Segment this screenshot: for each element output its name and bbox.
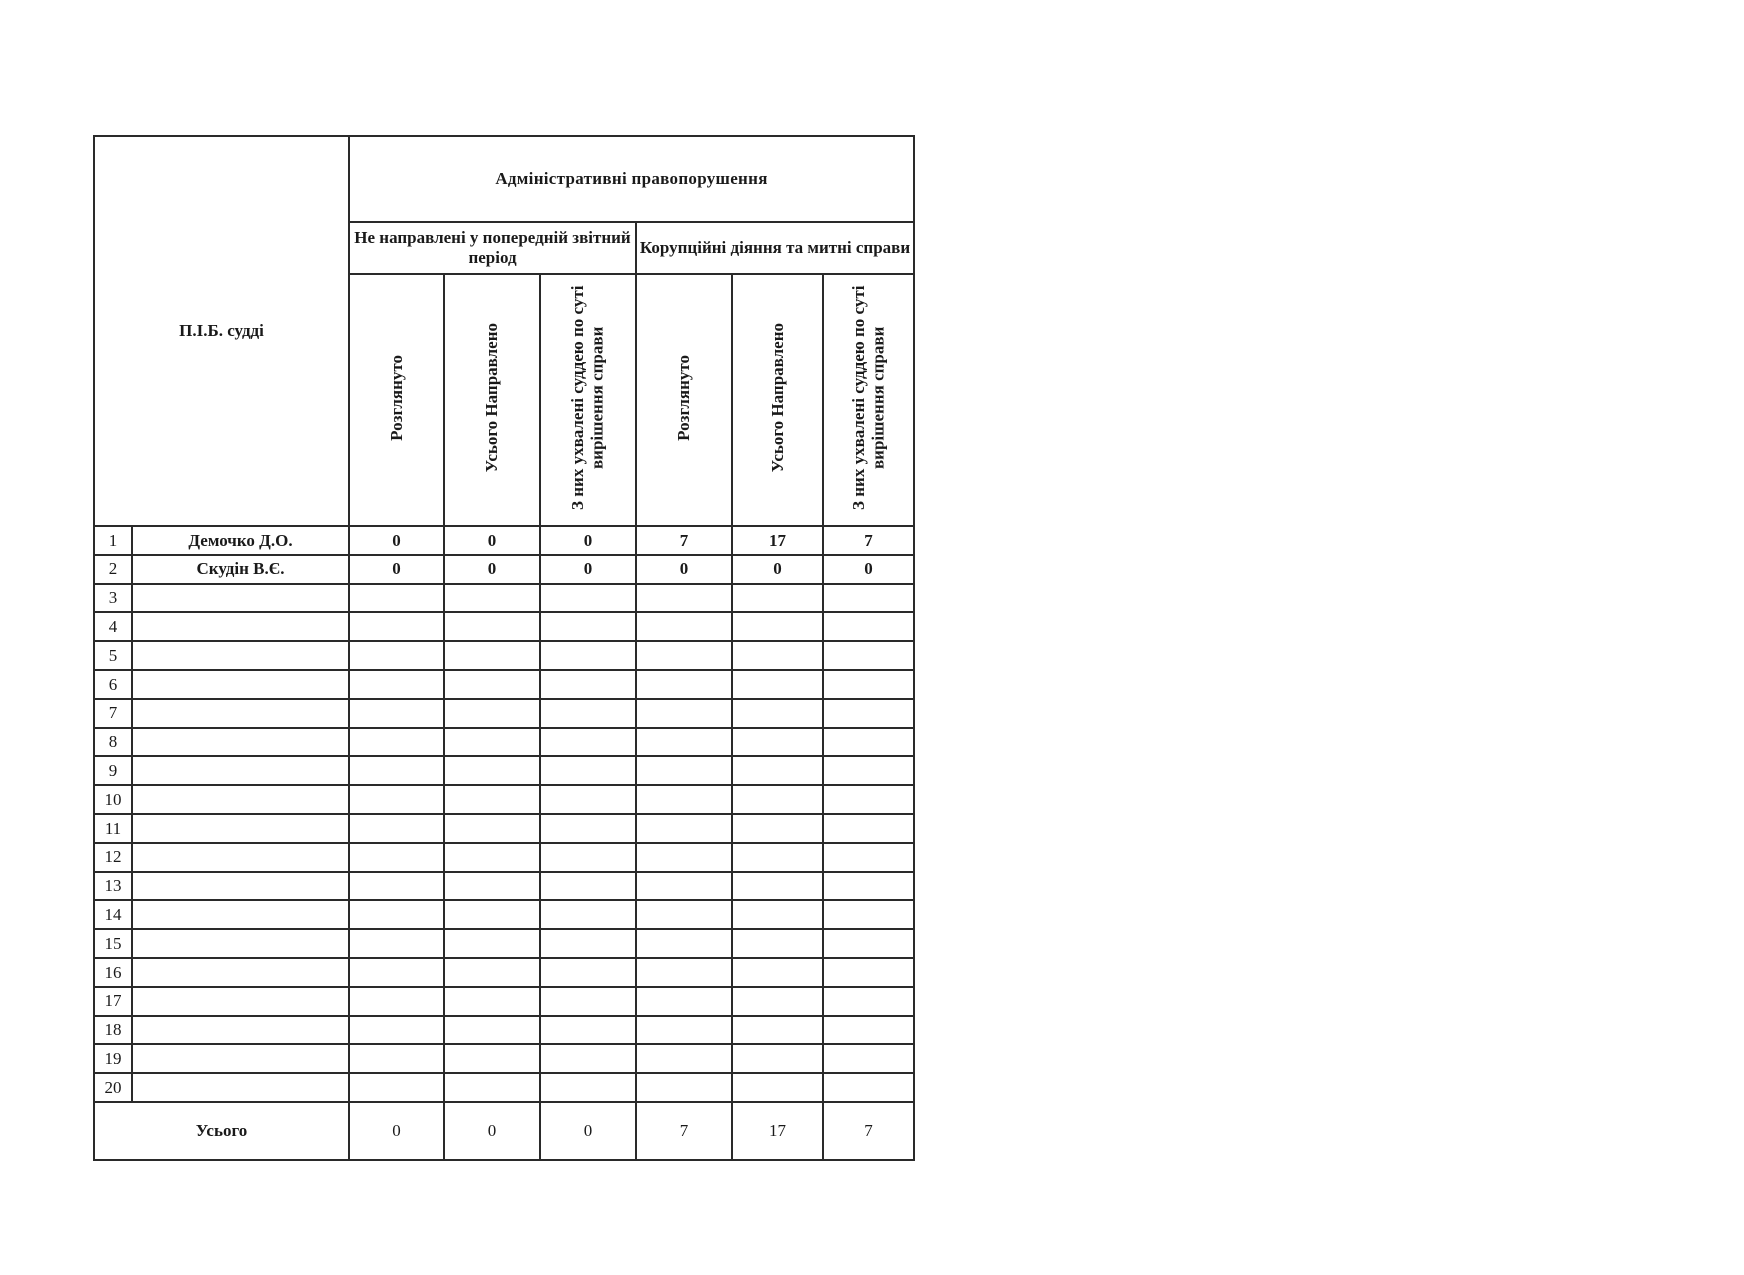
value-cell bbox=[823, 1044, 914, 1073]
value-cell bbox=[732, 699, 823, 728]
value-cell bbox=[823, 641, 914, 670]
row-number: 2 bbox=[94, 555, 132, 584]
value-cell bbox=[823, 958, 914, 987]
value-cell bbox=[636, 699, 732, 728]
value-cell bbox=[444, 612, 540, 641]
table-row bbox=[94, 987, 914, 1016]
column-header bbox=[636, 274, 732, 526]
judge-name-cell bbox=[132, 756, 349, 785]
row-number: 7 bbox=[94, 699, 132, 728]
value-cell bbox=[732, 670, 823, 699]
value-cell bbox=[732, 900, 823, 929]
value-cell bbox=[636, 1016, 732, 1045]
value-cell bbox=[444, 814, 540, 843]
judge-name-cell bbox=[132, 814, 349, 843]
column-header bbox=[444, 274, 540, 526]
table-row bbox=[94, 641, 914, 670]
value-cell: 17 bbox=[732, 526, 823, 555]
column-header bbox=[540, 274, 636, 526]
value-cell bbox=[349, 728, 444, 757]
header-row-top bbox=[94, 136, 914, 222]
column-header bbox=[823, 274, 914, 526]
value-cell bbox=[444, 1016, 540, 1045]
row-number: 14 bbox=[94, 900, 132, 929]
judge-name-cell bbox=[132, 584, 349, 613]
row-number: 3 bbox=[94, 584, 132, 613]
table-row bbox=[94, 555, 914, 584]
value-cell bbox=[636, 1044, 732, 1073]
value-cell bbox=[636, 612, 732, 641]
value-cell bbox=[732, 843, 823, 872]
value-cell bbox=[349, 612, 444, 641]
row-number: 19 bbox=[94, 1044, 132, 1073]
judge-name-cell bbox=[132, 958, 349, 987]
value-cell bbox=[540, 814, 636, 843]
table-row bbox=[94, 785, 914, 814]
value-cell bbox=[636, 958, 732, 987]
value-cell bbox=[444, 958, 540, 987]
value-cell: 0 bbox=[636, 555, 732, 584]
value-cell bbox=[823, 584, 914, 613]
value-cell bbox=[540, 612, 636, 641]
column-header-label: Усього Направлено bbox=[482, 323, 502, 473]
judge-name-cell bbox=[132, 900, 349, 929]
total-value-cell: 7 bbox=[823, 1102, 914, 1160]
row-number: 8 bbox=[94, 728, 132, 757]
value-cell: 0 bbox=[732, 555, 823, 584]
value-cell bbox=[349, 1073, 444, 1102]
value-cell bbox=[732, 1044, 823, 1073]
table-row bbox=[94, 929, 914, 958]
value-cell bbox=[349, 699, 444, 728]
value-cell: 7 bbox=[636, 526, 732, 555]
value-cell bbox=[444, 641, 540, 670]
row-number: 9 bbox=[94, 756, 132, 785]
value-cell bbox=[732, 584, 823, 613]
value-cell bbox=[636, 584, 732, 613]
value-cell bbox=[636, 987, 732, 1016]
value-cell bbox=[636, 785, 732, 814]
value-cell bbox=[732, 728, 823, 757]
column-header bbox=[732, 274, 823, 526]
value-cell bbox=[444, 584, 540, 613]
value-cell bbox=[444, 728, 540, 757]
value-cell bbox=[444, 785, 540, 814]
value-cell bbox=[540, 756, 636, 785]
value-cell bbox=[349, 670, 444, 699]
table-row bbox=[94, 1016, 914, 1045]
value-cell: 0 bbox=[349, 526, 444, 555]
row-number: 18 bbox=[94, 1016, 132, 1045]
value-cell bbox=[636, 872, 732, 901]
value-cell: 0 bbox=[540, 555, 636, 584]
value-cell bbox=[636, 728, 732, 757]
column-header-label: З них ухвалені суддею по суті вирішення справи bbox=[848, 285, 888, 510]
table-row bbox=[94, 872, 914, 901]
value-cell bbox=[540, 958, 636, 987]
column-header bbox=[349, 274, 444, 526]
table-row bbox=[94, 958, 914, 987]
value-cell bbox=[444, 843, 540, 872]
value-cell: 0 bbox=[349, 555, 444, 584]
value-cell bbox=[732, 1016, 823, 1045]
value-cell bbox=[444, 929, 540, 958]
value-cell bbox=[823, 872, 914, 901]
value-cell bbox=[636, 929, 732, 958]
table-row bbox=[94, 843, 914, 872]
value-cell bbox=[823, 728, 914, 757]
value-cell bbox=[540, 641, 636, 670]
value-cell bbox=[349, 900, 444, 929]
judge-name-header: П.І.Б. судді bbox=[94, 136, 349, 526]
value-cell bbox=[349, 1044, 444, 1073]
table-row bbox=[94, 814, 914, 843]
judge-name-cell bbox=[132, 1044, 349, 1073]
group-header-corruption: Корупційні діяння та митні справи bbox=[636, 222, 914, 274]
table-row bbox=[94, 526, 914, 555]
value-cell bbox=[732, 785, 823, 814]
judge-name-cell: Демочко Д.О. bbox=[132, 526, 349, 555]
value-cell bbox=[444, 756, 540, 785]
row-number: 4 bbox=[94, 612, 132, 641]
row-number: 12 bbox=[94, 843, 132, 872]
value-cell bbox=[636, 814, 732, 843]
value-cell bbox=[349, 814, 444, 843]
value-cell bbox=[636, 900, 732, 929]
column-header-label: Усього Направлено bbox=[767, 323, 787, 473]
judge-name-cell bbox=[132, 872, 349, 901]
table-row bbox=[94, 1044, 914, 1073]
value-cell bbox=[636, 843, 732, 872]
value-cell bbox=[540, 728, 636, 757]
table-row bbox=[94, 900, 914, 929]
row-number: 15 bbox=[94, 929, 132, 958]
column-header-label: Розглянуто bbox=[674, 354, 694, 441]
total-value-cell: 0 bbox=[349, 1102, 444, 1160]
total-value-cell: 0 bbox=[444, 1102, 540, 1160]
table-row bbox=[94, 670, 914, 699]
judge-name-cell bbox=[132, 1073, 349, 1102]
value-cell bbox=[823, 670, 914, 699]
report-sheet bbox=[93, 135, 913, 1161]
row-number: 20 bbox=[94, 1073, 132, 1102]
value-cell bbox=[540, 900, 636, 929]
table-row bbox=[94, 584, 914, 613]
value-cell bbox=[636, 641, 732, 670]
row-number: 16 bbox=[94, 958, 132, 987]
value-cell bbox=[349, 843, 444, 872]
column-header-label: Розглянуто bbox=[386, 354, 406, 441]
judge-name-cell bbox=[132, 785, 349, 814]
value-cell bbox=[732, 641, 823, 670]
value-cell bbox=[732, 814, 823, 843]
value-cell bbox=[444, 872, 540, 901]
value-cell bbox=[540, 1073, 636, 1102]
value-cell bbox=[823, 843, 914, 872]
value-cell: 0 bbox=[823, 555, 914, 584]
value-cell bbox=[444, 670, 540, 699]
group-header-not-sent: Не направлені у попередній звітний період bbox=[349, 222, 636, 274]
total-value-cell: 17 bbox=[732, 1102, 823, 1160]
total-label: Усього bbox=[94, 1102, 349, 1160]
value-cell bbox=[823, 929, 914, 958]
row-number: 5 bbox=[94, 641, 132, 670]
value-cell bbox=[349, 872, 444, 901]
row-number: 10 bbox=[94, 785, 132, 814]
value-cell bbox=[823, 900, 914, 929]
value-cell bbox=[823, 756, 914, 785]
column-header-label: З них ухвалені суддею по суті вирішення справи bbox=[568, 285, 608, 510]
statistics-table bbox=[93, 135, 915, 1161]
section-header: Адміністративні правопорушення bbox=[349, 136, 914, 222]
value-cell bbox=[349, 584, 444, 613]
value-cell bbox=[823, 1016, 914, 1045]
value-cell bbox=[732, 756, 823, 785]
value-cell bbox=[444, 699, 540, 728]
value-cell: 7 bbox=[823, 526, 914, 555]
judge-name-cell bbox=[132, 929, 349, 958]
value-cell bbox=[540, 785, 636, 814]
value-cell bbox=[732, 1073, 823, 1102]
value-cell bbox=[349, 929, 444, 958]
value-cell: 0 bbox=[444, 526, 540, 555]
value-cell bbox=[823, 814, 914, 843]
judge-name-cell bbox=[132, 612, 349, 641]
value-cell: 0 bbox=[444, 555, 540, 584]
value-cell bbox=[732, 958, 823, 987]
value-cell bbox=[540, 872, 636, 901]
judge-name-cell bbox=[132, 1016, 349, 1045]
table-row bbox=[94, 728, 914, 757]
value-cell bbox=[732, 872, 823, 901]
total-value-cell: 0 bbox=[540, 1102, 636, 1160]
value-cell: 0 bbox=[540, 526, 636, 555]
judge-name-cell bbox=[132, 843, 349, 872]
value-cell bbox=[540, 584, 636, 613]
value-cell bbox=[444, 900, 540, 929]
table-row bbox=[94, 756, 914, 785]
row-number: 17 bbox=[94, 987, 132, 1016]
value-cell bbox=[444, 1044, 540, 1073]
total-row bbox=[94, 1102, 914, 1160]
value-cell bbox=[349, 756, 444, 785]
value-cell bbox=[540, 1016, 636, 1045]
total-value-cell: 7 bbox=[636, 1102, 732, 1160]
value-cell bbox=[540, 987, 636, 1016]
value-cell bbox=[349, 785, 444, 814]
value-cell bbox=[349, 987, 444, 1016]
row-number: 13 bbox=[94, 872, 132, 901]
value-cell bbox=[732, 987, 823, 1016]
value-cell bbox=[444, 987, 540, 1016]
value-cell bbox=[732, 929, 823, 958]
judge-name-cell bbox=[132, 728, 349, 757]
value-cell bbox=[540, 1044, 636, 1073]
table-row bbox=[94, 612, 914, 641]
value-cell bbox=[540, 670, 636, 699]
value-cell bbox=[823, 612, 914, 641]
value-cell bbox=[349, 958, 444, 987]
table-row bbox=[94, 1073, 914, 1102]
value-cell bbox=[349, 641, 444, 670]
value-cell bbox=[823, 699, 914, 728]
value-cell bbox=[636, 1073, 732, 1102]
value-cell bbox=[732, 612, 823, 641]
row-number: 6 bbox=[94, 670, 132, 699]
value-cell bbox=[636, 670, 732, 699]
value-cell bbox=[349, 1016, 444, 1045]
row-number: 1 bbox=[94, 526, 132, 555]
value-cell bbox=[540, 699, 636, 728]
judge-name-cell: Скудін В.Є. bbox=[132, 555, 349, 584]
value-cell bbox=[540, 843, 636, 872]
judge-name-cell bbox=[132, 699, 349, 728]
value-cell bbox=[823, 1073, 914, 1102]
judge-name-cell bbox=[132, 987, 349, 1016]
value-cell bbox=[823, 785, 914, 814]
value-cell bbox=[823, 987, 914, 1016]
judge-name-cell bbox=[132, 641, 349, 670]
row-number: 11 bbox=[94, 814, 132, 843]
value-cell bbox=[540, 929, 636, 958]
value-cell bbox=[444, 1073, 540, 1102]
judge-name-cell bbox=[132, 670, 349, 699]
value-cell bbox=[636, 756, 732, 785]
table-row bbox=[94, 699, 914, 728]
